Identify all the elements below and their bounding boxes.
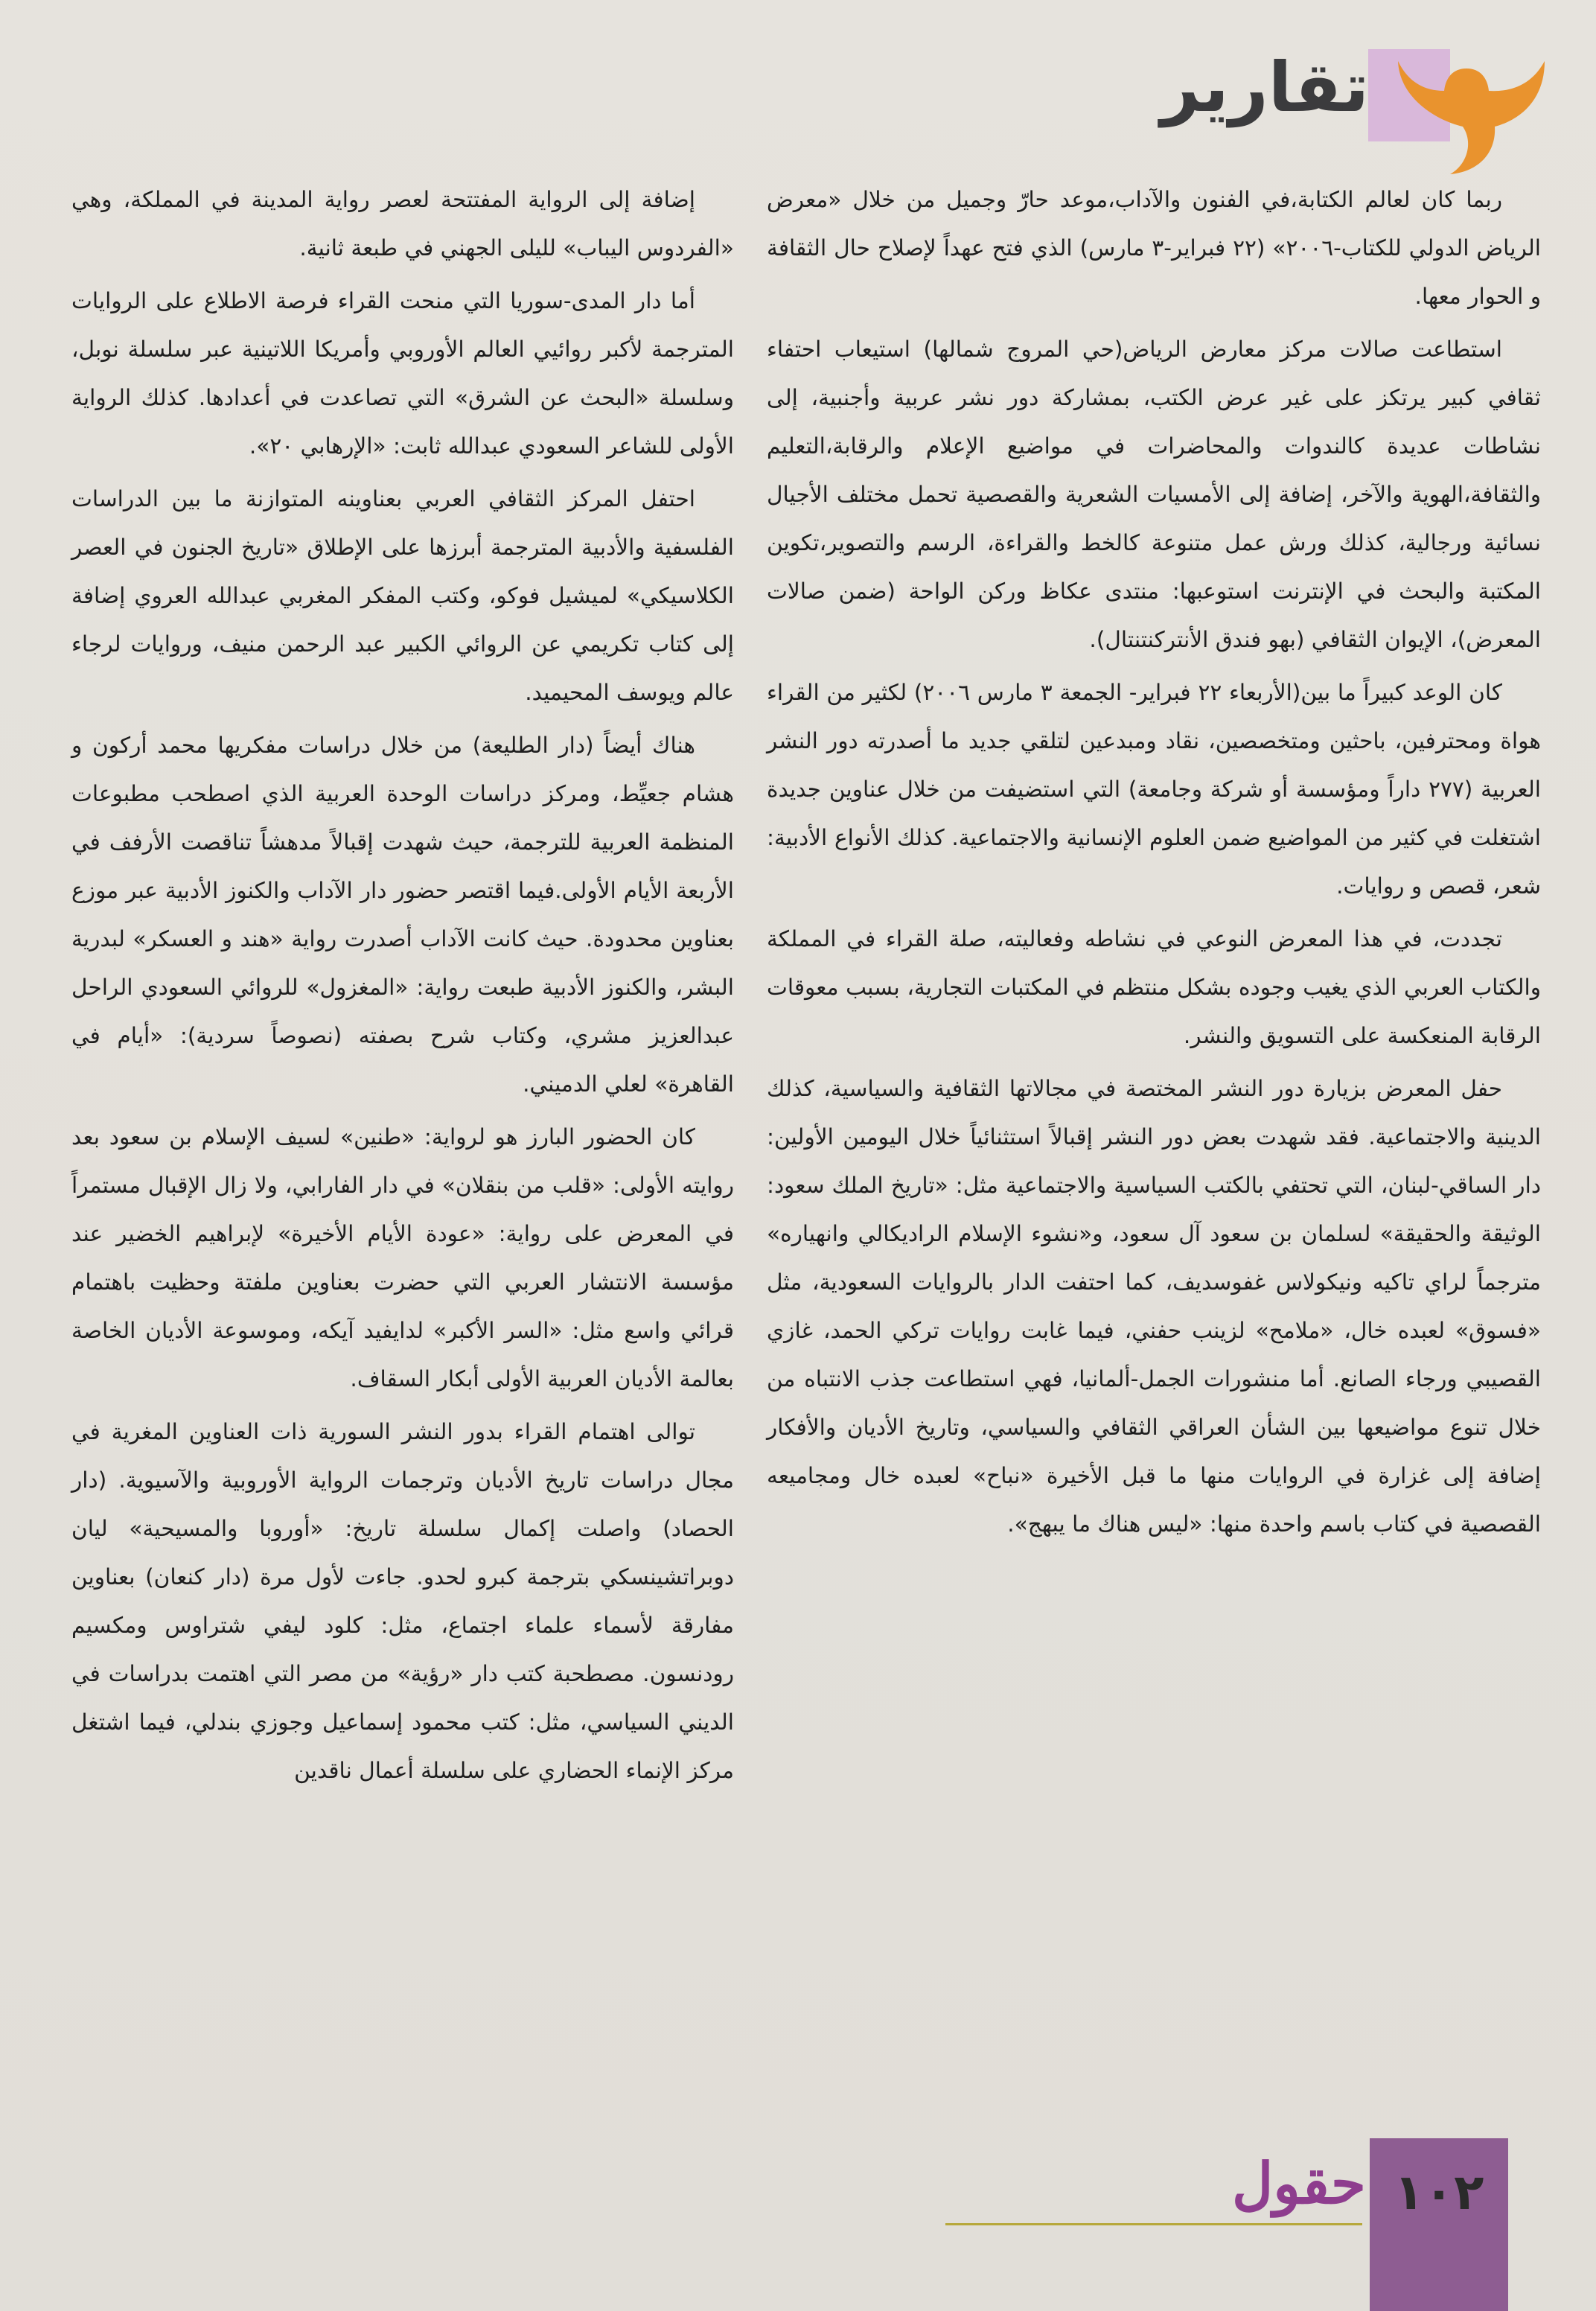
- paragraph: احتفل المركز الثقافي العربي بعناوينه المتوازنة ما بين الدراسات الفلسفية والأدبية المترجمة أبرزها على الإطلاق «تاريخ الجنون في العصر الكلاسيكي» لميشيل فوكو، وكتب المفكر المغربي عبدالله العروي إضافة إلى كتاب تكريمي عن الروائي الكبير عبد الرحمن منيف، وروايات لرجاء عالم ويوسف المحيميد.: [71, 486, 734, 705]
- section-brand-icon: [1392, 39, 1548, 180]
- paragraph: إضافة إلى الرواية المفتتحة لعصر رواية المدينة في المملكة، وهي «الفردوس اليباب» لليلى الجهني في طبعة ثانية.: [71, 187, 734, 261]
- page-number: ١٠٢: [1394, 2164, 1484, 2221]
- paragraph: ربما كان لعالم الكتابة،في الفنون والآداب،موعد حارّ وجميل من خلال «معرض الرياض الدولي للكتاب-٢٠٠٦» (٢٢ فبراير-٣ مارس) الذي فتح عهداً لإصلاح حال الثقافة و الحوار معها.: [767, 187, 1542, 309]
- article-column-left: [71, 176, 734, 1800]
- magazine-logo: حقول: [1232, 2150, 1366, 2216]
- footer-divider: [945, 2223, 1362, 2225]
- paragraph: استطاعت صالات مركز معارض الرياض(حي المروج شمالها) استيعاب احتفاء ثقافي كبير يرتكز على غير عرض الكتب، بمشاركة دور نشر عربية وأجنبية، إلى نشاطات عديدة كالندوات والمحاضرات في مواضيع الإعلام والرقابة،التعليم والثقافة،الهوية والآخر، إضافة إلى الأمسيات الشعرية والقصصية تحمل مختلف الأجيال نسائية ورجالية، كذلك ورش عمل متنوعة كالخط والقراءة، الرسم والتصوير،تكوين المكتبة والبحث في الإنترنت استوعبها: منتدى عكاظ وركن الواحة (ضمن صالات المعرض)، الإيوان الثقافي (بهو فندق الأنتركنتنتال).: [767, 337, 1541, 652]
- paragraph: كان الوعد كبيراً ما بين(الأربعاء ٢٢ فبراير- الجمعة ٣ مارس ٢٠٠٦) لكثير من القراء هواة ومحترفين، باحثين ومتخصصين، نقاد ومبدعين لتلقي جديد ما أصدرته دور النشر العربية (٢٧٧ داراً ومؤسسة أو شركة وجامعة) التي استضيفت من خلال عناوين جديدة اشتغلت في كثير من المواضيع ضمن العلوم الإنسانية والاجتماعية. كذلك الأنواع الأدبية: شعر، قصص و روايات.: [767, 680, 1541, 899]
- paragraph: توالى اهتمام القراء بدور النشر السورية ذات العناوين المغرية في مجال دراسات تاريخ الأديان وترجمات الرواية الأوروبية والآسيوية. (دار الحصاد) واصلت إكمال سلسلة تاريخ: «أوروبا والمسيحية» ليان دوبراتشينسكي بترجمة كبرو لحدو. جاءت لأول مرة (دار كنعان) بعناوين مفارقة لأسماء علماء اجتماع، مثل: كلود ليفي شتراوس ومكسيم رودنسون. مصطحبة كتب دار «رؤية» من مصر التي اهتمت بدراسات في الديني السياسي، مثل: كتب محمود إسماعيل وجوزي بندلي، فيما اشتغل مركز الإنماء الحضاري على سلسلة أعمال ناقدين: [71, 1419, 734, 1783]
- paragraph: هناك أيضاً (دار الطليعة) من خلال دراسات مفكريها محمد أركون و هشام جعيِّط، ومركز دراسات الوحدة العربية الذي اصطحب مطبوعات المنظمة العربية للترجمة، حيث شهدت إقبالاً مدهشاً تناقصت الأرفف في الأربعة الأيام الأولى.فيما اقتصر حضور دار الآداب والكنوز الأدبية عبر موزع بعناوين محدودة. حيث كانت الآداب أصدرت رواية «هند و العسكر» لبدرية البشر، والكنوز الأدبية طبعت رواية: «المغزول» للروائي السعودي الراحل عبدالعزيز مشري، وكتاب شرح بصفته (نصوصاً سردية): «أيام في القاهرة» لعلي الدميني.: [71, 733, 734, 1097]
- paragraph: تجددت، في هذا المعرض النوعي في نشاطه وفعاليته، صلة القراء في المملكة والكتاب العربي الذي يغيب وجوده بشكل منتظم في المكتبات التجارية، بسبب معوقات الرقابة المنعكسة على التسويق والنشر.: [767, 926, 1541, 1048]
- section-title: تقارير: [1160, 48, 1369, 127]
- paragraph: كان الحضور البارز هو لرواية: «طنين» لسيف الإسلام بن سعود بعد روايته الأولى: «قلب من بنقلان» في دار الفارابي، ولا زال الإقبال مستمراً في المعرض على رواية: «عودة الأيام الأخيرة» لإبراهيم الخضير عند مؤسسة الانتشار العربي التي حضرت بعناوين ملفتة وحظيت باهتمام قرائي واسع مثل: «السر الأكبر» لدايفيد آيكه، وموسوعة الأديان الخاصة بعالمة الأديان العربية الأولى أبكار السقاف.: [71, 1124, 734, 1392]
- paragraph: أما دار المدى-سوريا التي منحت القراء فرصة الاطلاع على الروايات المترجمة لأكبر روائيي العالم الأوروبي وأمريكا اللاتينية عبر سلسلة نوبل، وسلسلة «البحث عن الشرق» التي تصاعدت في أعدادها. كذلك الرواية الأولى للشاعر السعودي عبدالله ثابت: «الإرهابي ٢٠».: [71, 288, 734, 459]
- article-column-right: [767, 176, 1541, 1553]
- paragraph: حفل المعرض بزيارة دور النشر المختصة في مجالاتها الثقافية والسياسية، كذلك الدينية والاجتماعية. فقد شهدت بعض دور النشر إقبالاً استثنائياً خلال اليومين الأولين: دار الساقي-لبنان، التي تحتفي بالكتب السياسية والاجتماعية مثل: «تاريخ الملك سعود: الوثيقة والحقيقة» لسلمان بن سعود آل سعود، و«نشوء الإسلام الراديكالي وانهياره» مترجماً لراي تاكيه ونيكولاس غفوسديف، كما احتفت الدار بالروايات السعودية، مثل «فسوق» لعبده خال، «ملامح» لزينب حفني، فيما غابت روايات تركي الحمد، غازي القصيبي ورجاء الصانع. أما منشورات الجمل-ألمانيا، فهي استطاعت جذب الانتباه من خلال تنوع مواضيعها بين الشأن العراقي الثقافي والسياسي، وتاريخ الأديان والأفكار إضافة إلى غزارة في الروايات منها ما قبل الأخيرة «نباح» لعبده خال ومجاميعه القصصية في كتاب باسم واحدة منها: «ليس هناك ما يبهج».: [767, 1076, 1541, 1537]
